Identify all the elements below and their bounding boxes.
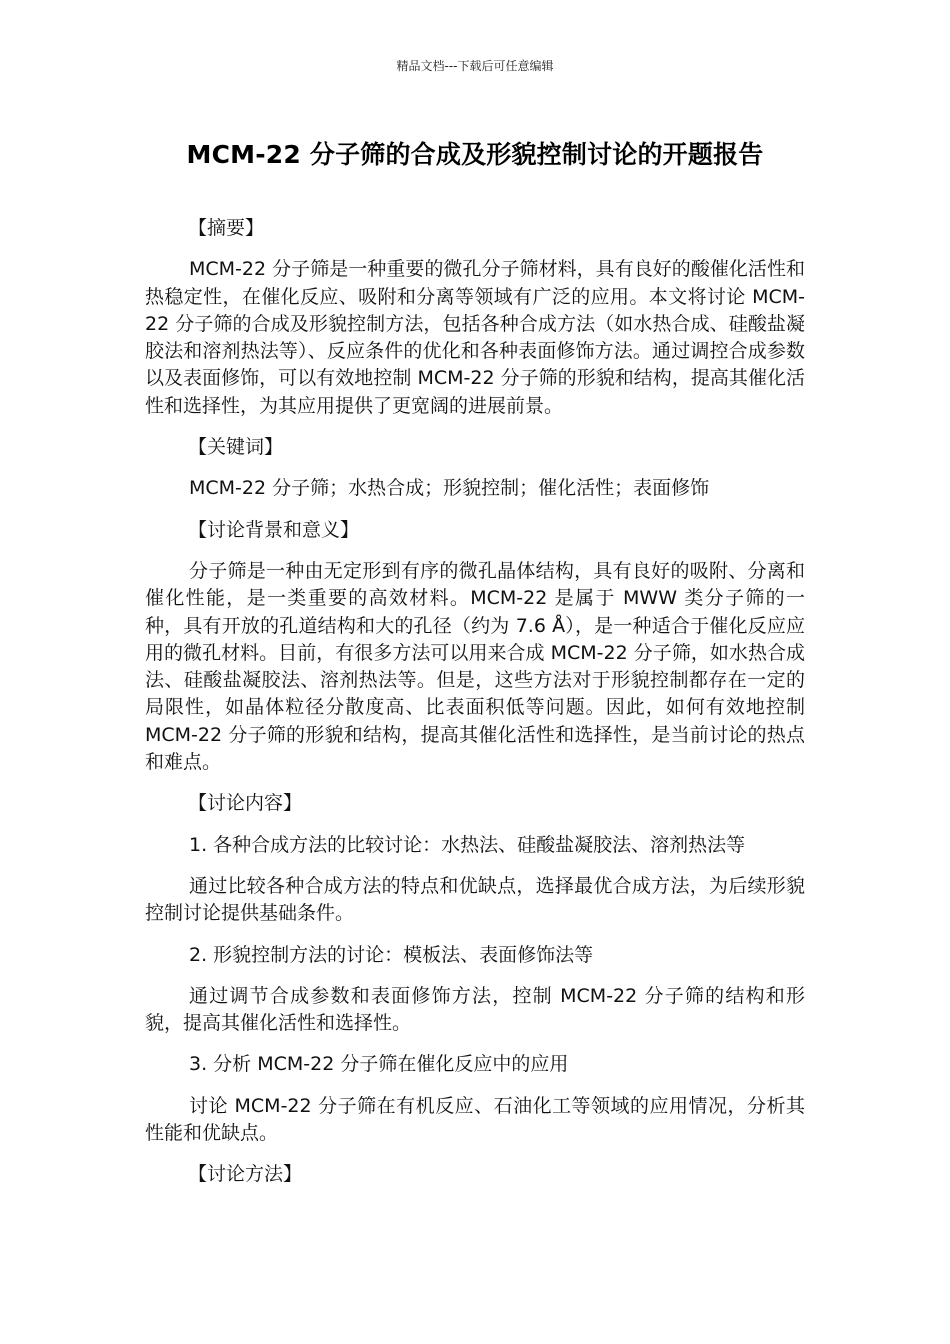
content-item-2-body: 通过调节合成参数和表面修饰方法，控制 MCM-22 分子筛的结构和形貌，提高其催化活性和选择性。 [145,984,805,1035]
keywords-heading: 【关键词】 [188,436,284,459]
keywords-paragraph: MCM-22 分子筛；水热合成；形貌控制；催化活性；表面修饰 [189,477,710,500]
background-heading: 【讨论背景和意义】 [188,518,360,541]
abstract-paragraph: MCM-22 分子筛是一种重要的微孔分子筛材料，具有良好的酸催化活性和热稳定性，在催化反应、吸附和分离等领域有广泛的应用。本文将讨论 MCM-22 分子筛的合成及形貌控制方法，包括各种合成方法（如水热合成、硅酸盐凝胶法和溶剂热法等）、反应条件的优化和各种表面修饰方法。通过调控合成参数以及表面修饰，可以有效地控制 MCM-22 分子筛的形貌和结构，提高其催化活性和选择性，为其应用提供了更宽阔的进展前景。 [145,258,805,417]
abstract-heading: 【摘要】 [188,217,265,239]
content-item-3-body: 讨论 MCM-22 分子筛在有机反应、石油化工等领域的应用情况，分析其性能和优缺点。 [145,1094,805,1145]
document-body [145,215,805,1203]
content-item-3-title: 3. 分析 MCM-22 分子筛在催化反应中的应用 [189,1053,569,1076]
background-paragraph: 分子筛是一种由无定形到有序的微孔晶体结构，具有良好的吸附、分离和催化性能，是一类重要的高效材料。MCM-22 是属于 MWW 类分子筛的一种，具有开放的孔道结构和大的孔径（约为 7.6 Å），是一种适合于催化反应应用的微孔材料。目前，有很多方法可以用来合成 MCM-22 分子筛，如水热合成法、硅酸盐凝胶法、溶剂热法等。但是，这些方法对于形貌控制都存在一定的局限性，如晶体粒径分散度高、比表面积低等问题。因此，如何有效地控制 MCM-22 分子筛的形貌和结构，提高其催化活性和选择性，是当前讨论的热点和难点。 [145,559,805,774]
content-item-2-title: 2. 形貌控制方法的讨论：模板法、表面修饰法等 [189,943,594,966]
content-heading: 【讨论内容】 [188,792,303,815]
content-item-1-title: 1. 各种合成方法的比较讨论：水热法、硅酸盐凝胶法、溶剂热法等 [189,833,746,856]
document-title: MCM-22 分子筛的合成及形貌控制讨论的开题报告 [186,140,764,169]
content-item-1-body: 通过比较各种合成方法的特点和优缺点，选择最优合成方法，为后续形貌控制讨论提供基础条件。 [145,874,805,925]
method-heading: 【讨论方法】 [188,1163,303,1186]
page-header: 精品文档---下载后可任意编辑 [396,59,554,73]
